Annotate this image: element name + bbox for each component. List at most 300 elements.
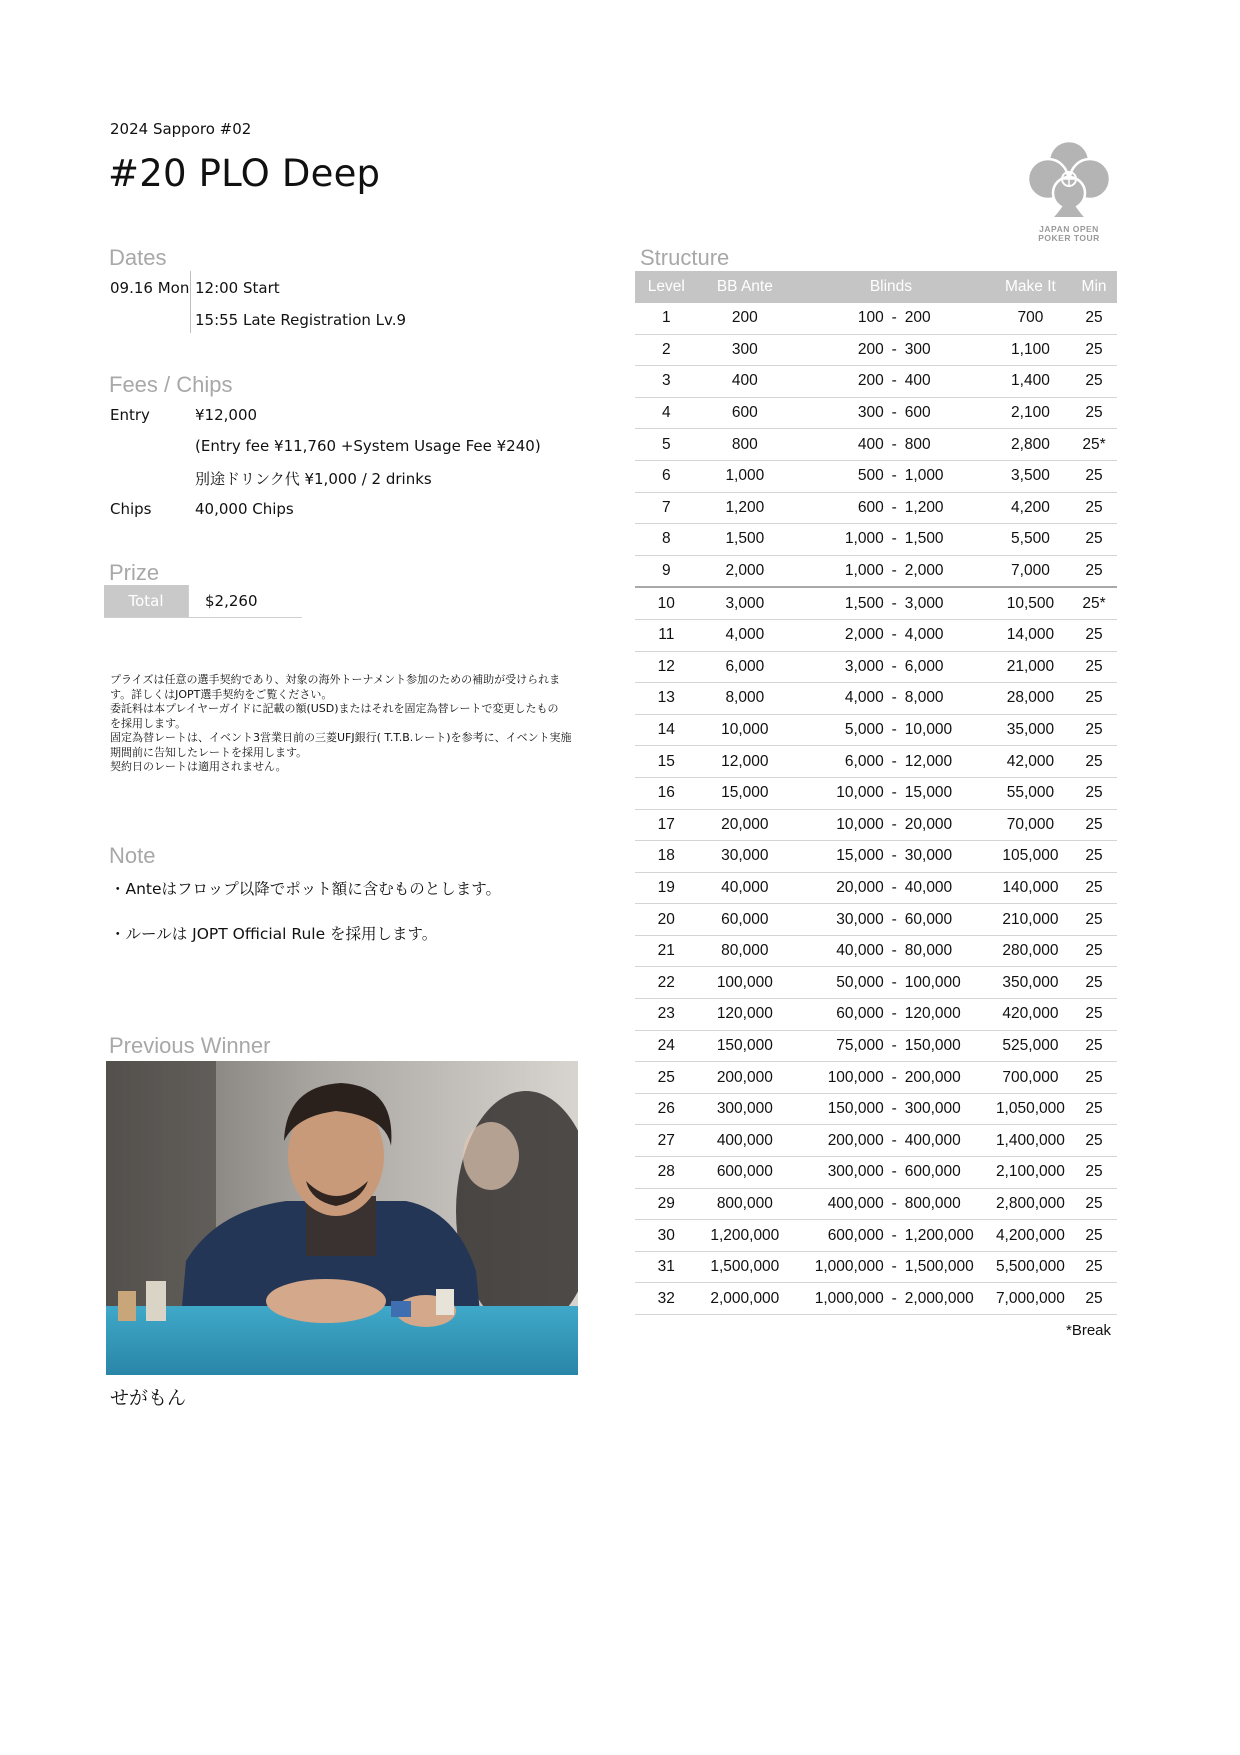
winner-photo xyxy=(106,1061,578,1375)
make-it-cell: 2,800 xyxy=(990,429,1071,461)
bb-ante-cell: 30,000 xyxy=(698,841,792,873)
structure-table xyxy=(635,271,1117,1315)
level-cell: 12 xyxy=(635,651,698,683)
fine-print-line: を採用します。 xyxy=(110,716,187,730)
blind-separator: - xyxy=(884,999,905,1031)
blind-separator: - xyxy=(884,872,905,904)
small-blind-cell: 6,000 xyxy=(792,746,884,778)
blind-separator: - xyxy=(884,1093,905,1125)
make-it-cell: 21,000 xyxy=(990,651,1071,683)
small-blind-cell: 60,000 xyxy=(792,999,884,1031)
blind-separator: - xyxy=(884,303,905,334)
level-cell: 2 xyxy=(635,334,698,366)
note-line-rule: ・ルールは JOPT Official Rule を採用します。 xyxy=(110,925,438,943)
big-blind-cell: 3,000 xyxy=(905,587,990,619)
fine-print-line: 固定為替レートは、イベント3営業日前の三菱UFJ銀行( T.T.B.レート)を参考に、イベント実施 xyxy=(110,731,572,744)
make-it-cell: 350,000 xyxy=(990,967,1071,999)
blind-separator: - xyxy=(884,366,905,398)
minutes-cell: 25 xyxy=(1071,334,1117,366)
structure-row xyxy=(635,460,1117,492)
previous-winner-heading: Previous Winner xyxy=(109,1033,271,1058)
minutes-cell: 25* xyxy=(1071,429,1117,461)
big-blind-cell: 1,200 xyxy=(905,492,990,524)
small-blind-cell: 100,000 xyxy=(792,1062,884,1094)
blind-separator: - xyxy=(884,651,905,683)
make-it-cell: 4,200 xyxy=(990,492,1071,524)
structure-row xyxy=(635,429,1117,461)
level-cell: 30 xyxy=(635,1220,698,1252)
structure-row xyxy=(635,935,1117,967)
structure-row xyxy=(635,555,1117,587)
level-cell: 27 xyxy=(635,1125,698,1157)
structure-row xyxy=(635,777,1117,809)
minutes-cell: 25 xyxy=(1071,777,1117,809)
minutes-cell: 25 xyxy=(1071,841,1117,873)
page-title: #20 PLO Deep xyxy=(108,152,381,195)
minutes-cell: 25 xyxy=(1071,366,1117,398)
big-blind-cell: 600,000 xyxy=(905,1157,990,1189)
big-blind-cell: 400 xyxy=(905,366,990,398)
structure-row xyxy=(635,1062,1117,1094)
make-it-cell: 2,100,000 xyxy=(990,1157,1071,1189)
prize-table xyxy=(104,585,302,618)
big-blind-cell: 800 xyxy=(905,429,990,461)
big-blind-cell: 200,000 xyxy=(905,1062,990,1094)
small-blind-cell: 400,000 xyxy=(792,1188,884,1220)
bb-ante-cell: 300,000 xyxy=(698,1093,792,1125)
blind-separator: - xyxy=(884,1220,905,1252)
blind-separator: - xyxy=(884,777,905,809)
level-cell: 23 xyxy=(635,999,698,1031)
entry-breakdown: (Entry fee ¥11,760 +System Usage Fee ¥240) xyxy=(195,437,541,455)
bb-ante-cell: 1,500,000 xyxy=(698,1251,792,1283)
big-blind-cell: 4,000 xyxy=(905,619,990,651)
minutes-cell: 25 xyxy=(1071,935,1117,967)
make-it-cell: 1,400,000 xyxy=(990,1125,1071,1157)
big-blind-cell: 30,000 xyxy=(905,841,990,873)
minutes-cell: 25 xyxy=(1071,1251,1117,1283)
blind-separator: - xyxy=(884,935,905,967)
late-registration: 15:55 Late Registration Lv.9 xyxy=(195,311,407,329)
blind-separator: - xyxy=(884,1188,905,1220)
level-cell: 14 xyxy=(635,714,698,746)
blind-separator: - xyxy=(884,524,905,556)
make-it-cell: 70,000 xyxy=(990,809,1071,841)
minutes-cell: 25* xyxy=(1071,587,1117,619)
note-heading: Note xyxy=(109,843,156,868)
structure-row xyxy=(635,683,1117,715)
minutes-cell: 25 xyxy=(1071,746,1117,778)
small-blind-cell: 40,000 xyxy=(792,935,884,967)
bb-ante-cell: 1,200,000 xyxy=(698,1220,792,1252)
minutes-cell: 25 xyxy=(1071,999,1117,1031)
structure-row xyxy=(635,746,1117,778)
level-cell: 19 xyxy=(635,872,698,904)
big-blind-cell: 150,000 xyxy=(905,1030,990,1062)
level-cell: 32 xyxy=(635,1283,698,1315)
small-blind-cell: 1,000,000 xyxy=(792,1283,884,1315)
level-cell: 5 xyxy=(635,429,698,461)
minutes-cell: 25 xyxy=(1071,651,1117,683)
big-blind-cell: 1,500 xyxy=(905,524,990,556)
blind-separator: - xyxy=(884,714,905,746)
bb-ante-cell: 1,200 xyxy=(698,492,792,524)
bb-ante-cell: 12,000 xyxy=(698,746,792,778)
small-blind-cell: 1,000 xyxy=(792,555,884,587)
break-note: *Break xyxy=(1066,1322,1112,1339)
big-blind-cell: 8,000 xyxy=(905,683,990,715)
minutes-cell: 25 xyxy=(1071,1030,1117,1062)
bb-ante-cell: 15,000 xyxy=(698,777,792,809)
bb-ante-cell: 800 xyxy=(698,429,792,461)
series-label: 2024 Sapporo #02 xyxy=(110,120,252,138)
blind-separator: - xyxy=(884,904,905,936)
level-cell: 6 xyxy=(635,460,698,492)
small-blind-cell: 500 xyxy=(792,460,884,492)
bb-ante-cell: 400,000 xyxy=(698,1125,792,1157)
logo-text-line2: POKER TOUR xyxy=(1038,233,1100,243)
prize-fine-print xyxy=(110,673,590,775)
small-blind-cell: 400 xyxy=(792,429,884,461)
blind-separator: - xyxy=(884,1251,905,1283)
bb-ante-cell: 400 xyxy=(698,366,792,398)
blind-separator: - xyxy=(884,429,905,461)
make-it-cell: 420,000 xyxy=(990,999,1071,1031)
make-it-cell: 105,000 xyxy=(990,841,1071,873)
blind-separator: - xyxy=(884,1062,905,1094)
big-blind-cell: 300 xyxy=(905,334,990,366)
level-cell: 3 xyxy=(635,366,698,398)
big-blind-cell: 600 xyxy=(905,397,990,429)
bb-ante-cell: 600 xyxy=(698,397,792,429)
small-blind-cell: 3,000 xyxy=(792,651,884,683)
level-cell: 8 xyxy=(635,524,698,556)
minutes-cell: 25 xyxy=(1071,303,1117,334)
small-blind-cell: 200 xyxy=(792,334,884,366)
big-blind-cell: 2,000,000 xyxy=(905,1283,990,1315)
level-cell: 9 xyxy=(635,555,698,587)
structure-row xyxy=(635,651,1117,683)
small-blind-cell: 15,000 xyxy=(792,841,884,873)
minutes-cell: 25 xyxy=(1071,1188,1117,1220)
make-it-cell: 10,500 xyxy=(990,587,1071,619)
small-blind-cell: 1,000,000 xyxy=(792,1251,884,1283)
bb-ante-cell: 8,000 xyxy=(698,683,792,715)
fine-print-line: 契約日のレートは適用されません。 xyxy=(110,760,287,773)
drink-fee: 別途ドリンク代 ¥1,000 / 2 drinks xyxy=(195,470,432,488)
make-it-cell: 280,000 xyxy=(990,935,1071,967)
winner-name: せがもん xyxy=(110,1387,187,1409)
bb-ante-cell: 40,000 xyxy=(698,872,792,904)
make-it-cell: 28,000 xyxy=(990,683,1071,715)
blind-separator: - xyxy=(884,619,905,651)
bb-ante-cell: 4,000 xyxy=(698,619,792,651)
dates-heading: Dates xyxy=(109,245,167,270)
level-cell: 1 xyxy=(635,303,698,334)
big-blind-cell: 6,000 xyxy=(905,651,990,683)
blind-separator: - xyxy=(884,397,905,429)
level-cell: 24 xyxy=(635,1030,698,1062)
structure-row xyxy=(635,1030,1117,1062)
level-cell: 17 xyxy=(635,809,698,841)
minutes-cell: 25 xyxy=(1071,872,1117,904)
minutes-cell: 25 xyxy=(1071,1157,1117,1189)
minutes-cell: 25 xyxy=(1071,1062,1117,1094)
jopt-logo xyxy=(1024,137,1114,247)
make-it-cell: 3,500 xyxy=(990,460,1071,492)
small-blind-cell: 600,000 xyxy=(792,1220,884,1252)
big-blind-cell: 2,000 xyxy=(905,555,990,587)
bb-ante-cell: 3,000 xyxy=(698,587,792,619)
blind-separator: - xyxy=(884,555,905,587)
structure-row xyxy=(635,587,1117,619)
make-it-cell: 210,000 xyxy=(990,904,1071,936)
structure-row xyxy=(635,904,1117,936)
bb-ante-cell: 600,000 xyxy=(698,1157,792,1189)
minutes-cell: 25 xyxy=(1071,524,1117,556)
big-blind-cell: 1,000 xyxy=(905,460,990,492)
level-cell: 18 xyxy=(635,841,698,873)
fine-print-line: 期間前に告知したレートを採用します。 xyxy=(110,745,308,759)
structure-header-row xyxy=(635,271,1117,303)
structure-row xyxy=(635,524,1117,556)
blind-separator: - xyxy=(884,1283,905,1315)
bb-ante-cell: 200,000 xyxy=(698,1062,792,1094)
minutes-cell: 25 xyxy=(1071,619,1117,651)
minutes-cell: 25 xyxy=(1071,397,1117,429)
small-blind-cell: 1,500 xyxy=(792,587,884,619)
big-blind-cell: 15,000 xyxy=(905,777,990,809)
big-blind-cell: 100,000 xyxy=(905,967,990,999)
structure-row xyxy=(635,1251,1117,1283)
bb-ante-cell: 2,000,000 xyxy=(698,1283,792,1315)
bb-ante-cell: 100,000 xyxy=(698,967,792,999)
make-it-cell: 1,100 xyxy=(990,334,1071,366)
bb-ante-cell: 1,500 xyxy=(698,524,792,556)
make-it-cell: 42,000 xyxy=(990,746,1071,778)
make-it-cell: 700,000 xyxy=(990,1062,1071,1094)
bb-ante-cell: 150,000 xyxy=(698,1030,792,1062)
structure-row xyxy=(635,714,1117,746)
level-cell: 13 xyxy=(635,683,698,715)
clover-logo-icon xyxy=(1024,137,1114,221)
entry-label: Entry xyxy=(110,406,150,424)
big-blind-cell: 800,000 xyxy=(905,1188,990,1220)
bb-ante-cell: 300 xyxy=(698,334,792,366)
big-blind-cell: 10,000 xyxy=(905,714,990,746)
minutes-cell: 25 xyxy=(1071,904,1117,936)
level-cell: 4 xyxy=(635,397,698,429)
level-cell: 28 xyxy=(635,1157,698,1189)
small-blind-cell: 600 xyxy=(792,492,884,524)
level-cell: 22 xyxy=(635,967,698,999)
make-it-cell: 5,500,000 xyxy=(990,1251,1071,1283)
structure-row xyxy=(635,1125,1117,1157)
bb-ante-cell: 800,000 xyxy=(698,1188,792,1220)
blind-separator: - xyxy=(884,809,905,841)
prize-heading: Prize xyxy=(109,560,160,585)
bb-ante-cell: 6,000 xyxy=(698,651,792,683)
make-it-cell: 7,000 xyxy=(990,555,1071,587)
small-blind-cell: 20,000 xyxy=(792,872,884,904)
bb-ante-cell: 60,000 xyxy=(698,904,792,936)
structure-row xyxy=(635,397,1117,429)
col-make-it: Make It xyxy=(990,271,1071,303)
fine-print-line: プライズは任意の選手契約であり、対象の海外トーナメント参加のための補助が受けられま xyxy=(110,673,561,686)
blind-separator: - xyxy=(884,1030,905,1062)
big-blind-cell: 60,000 xyxy=(905,904,990,936)
structure-row xyxy=(635,1220,1117,1252)
level-cell: 10 xyxy=(635,587,698,619)
big-blind-cell: 20,000 xyxy=(905,809,990,841)
minutes-cell: 25 xyxy=(1071,1093,1117,1125)
level-cell: 7 xyxy=(635,492,698,524)
big-blind-cell: 1,200,000 xyxy=(905,1220,990,1252)
structure-row xyxy=(635,1093,1117,1125)
big-blind-cell: 1,500,000 xyxy=(905,1251,990,1283)
make-it-cell: 1,400 xyxy=(990,366,1071,398)
prize-total-value: $2,260 xyxy=(188,585,302,617)
col-blinds: Blinds xyxy=(792,271,990,303)
small-blind-cell: 100 xyxy=(792,303,884,334)
make-it-cell: 2,100 xyxy=(990,397,1071,429)
blind-separator: - xyxy=(884,460,905,492)
small-blind-cell: 4,000 xyxy=(792,683,884,715)
make-it-cell: 14,000 xyxy=(990,619,1071,651)
small-blind-cell: 200 xyxy=(792,366,884,398)
make-it-cell: 35,000 xyxy=(990,714,1071,746)
make-it-cell: 5,500 xyxy=(990,524,1071,556)
big-blind-cell: 40,000 xyxy=(905,872,990,904)
blind-separator: - xyxy=(884,967,905,999)
logo-text-line1: JAPAN OPEN xyxy=(1039,224,1099,234)
blind-separator: - xyxy=(884,1157,905,1189)
bb-ante-cell: 2,000 xyxy=(698,555,792,587)
level-cell: 31 xyxy=(635,1251,698,1283)
col-min: Min xyxy=(1071,271,1117,303)
structure-row xyxy=(635,999,1117,1031)
level-cell: 25 xyxy=(635,1062,698,1094)
make-it-cell: 7,000,000 xyxy=(990,1283,1071,1315)
blind-separator: - xyxy=(884,587,905,619)
make-it-cell: 2,800,000 xyxy=(990,1188,1071,1220)
small-blind-cell: 300,000 xyxy=(792,1157,884,1189)
level-cell: 16 xyxy=(635,777,698,809)
small-blind-cell: 10,000 xyxy=(792,809,884,841)
small-blind-cell: 5,000 xyxy=(792,714,884,746)
make-it-cell: 4,200,000 xyxy=(990,1220,1071,1252)
small-blind-cell: 1,000 xyxy=(792,524,884,556)
small-blind-cell: 2,000 xyxy=(792,619,884,651)
note-line-ante: ・Anteはフロップ以降でポット額に含むものとします。 xyxy=(110,880,501,898)
minutes-cell: 25 xyxy=(1071,683,1117,715)
entry-value: ¥12,000 xyxy=(195,406,258,424)
big-blind-cell: 80,000 xyxy=(905,935,990,967)
blind-separator: - xyxy=(884,334,905,366)
make-it-cell: 1,050,000 xyxy=(990,1093,1071,1125)
make-it-cell: 525,000 xyxy=(990,1030,1071,1062)
bb-ante-cell: 120,000 xyxy=(698,999,792,1031)
minutes-cell: 25 xyxy=(1071,492,1117,524)
col-bb-ante: BB Ante xyxy=(698,271,792,303)
bb-ante-cell: 1,000 xyxy=(698,460,792,492)
big-blind-cell: 400,000 xyxy=(905,1125,990,1157)
bb-ante-cell: 80,000 xyxy=(698,935,792,967)
minutes-cell: 25 xyxy=(1071,967,1117,999)
minutes-cell: 25 xyxy=(1071,714,1117,746)
level-cell: 29 xyxy=(635,1188,698,1220)
big-blind-cell: 12,000 xyxy=(905,746,990,778)
small-blind-cell: 75,000 xyxy=(792,1030,884,1062)
minutes-cell: 25 xyxy=(1071,809,1117,841)
chips-value: 40,000 Chips xyxy=(195,500,294,518)
fine-print-line: す。詳しくはJOPT選手契約をご覧ください。 xyxy=(110,687,333,701)
minutes-cell: 25 xyxy=(1071,555,1117,587)
structure-row xyxy=(635,841,1117,873)
small-blind-cell: 10,000 xyxy=(792,777,884,809)
date-day: 09.16 Mon xyxy=(110,279,190,297)
structure-row xyxy=(635,967,1117,999)
dates-divider xyxy=(190,271,191,333)
big-blind-cell: 300,000 xyxy=(905,1093,990,1125)
structure-row xyxy=(635,492,1117,524)
minutes-cell: 25 xyxy=(1071,460,1117,492)
bb-ante-cell: 10,000 xyxy=(698,714,792,746)
chips-label: Chips xyxy=(110,500,152,518)
level-cell: 11 xyxy=(635,619,698,651)
make-it-cell: 700 xyxy=(990,303,1071,334)
make-it-cell: 55,000 xyxy=(990,777,1071,809)
minutes-cell: 25 xyxy=(1071,1125,1117,1157)
blind-separator: - xyxy=(884,1125,905,1157)
level-cell: 15 xyxy=(635,746,698,778)
structure-row xyxy=(635,809,1117,841)
structure-row xyxy=(635,1157,1117,1189)
structure-row xyxy=(635,1283,1117,1315)
structure-row xyxy=(635,334,1117,366)
bb-ante-cell: 20,000 xyxy=(698,809,792,841)
small-blind-cell: 150,000 xyxy=(792,1093,884,1125)
level-cell: 20 xyxy=(635,904,698,936)
col-level: Level xyxy=(635,271,698,303)
structure-row xyxy=(635,366,1117,398)
big-blind-cell: 120,000 xyxy=(905,999,990,1031)
structure-row xyxy=(635,1188,1117,1220)
level-cell: 21 xyxy=(635,935,698,967)
structure-row xyxy=(635,619,1117,651)
blind-separator: - xyxy=(884,746,905,778)
blind-separator: - xyxy=(884,683,905,715)
structure-row xyxy=(635,872,1117,904)
small-blind-cell: 300 xyxy=(792,397,884,429)
structure-row xyxy=(635,303,1117,334)
small-blind-cell: 30,000 xyxy=(792,904,884,936)
prize-total-label: Total xyxy=(104,585,188,617)
minutes-cell: 25 xyxy=(1071,1220,1117,1252)
make-it-cell: 140,000 xyxy=(990,872,1071,904)
structure-heading: Structure xyxy=(640,245,730,270)
small-blind-cell: 50,000 xyxy=(792,967,884,999)
minutes-cell: 25 xyxy=(1071,1283,1117,1315)
fine-print-line: 委託料は本プレイヤーガイドに記載の額(USD)またはそれを固定為替レートで変更したもの xyxy=(110,702,559,715)
big-blind-cell: 200 xyxy=(905,303,990,334)
bb-ante-cell: 200 xyxy=(698,303,792,334)
small-blind-cell: 200,000 xyxy=(792,1125,884,1157)
blind-separator: - xyxy=(884,492,905,524)
fees-heading: Fees / Chips xyxy=(109,372,233,397)
level-cell: 26 xyxy=(635,1093,698,1125)
blind-separator: - xyxy=(884,841,905,873)
